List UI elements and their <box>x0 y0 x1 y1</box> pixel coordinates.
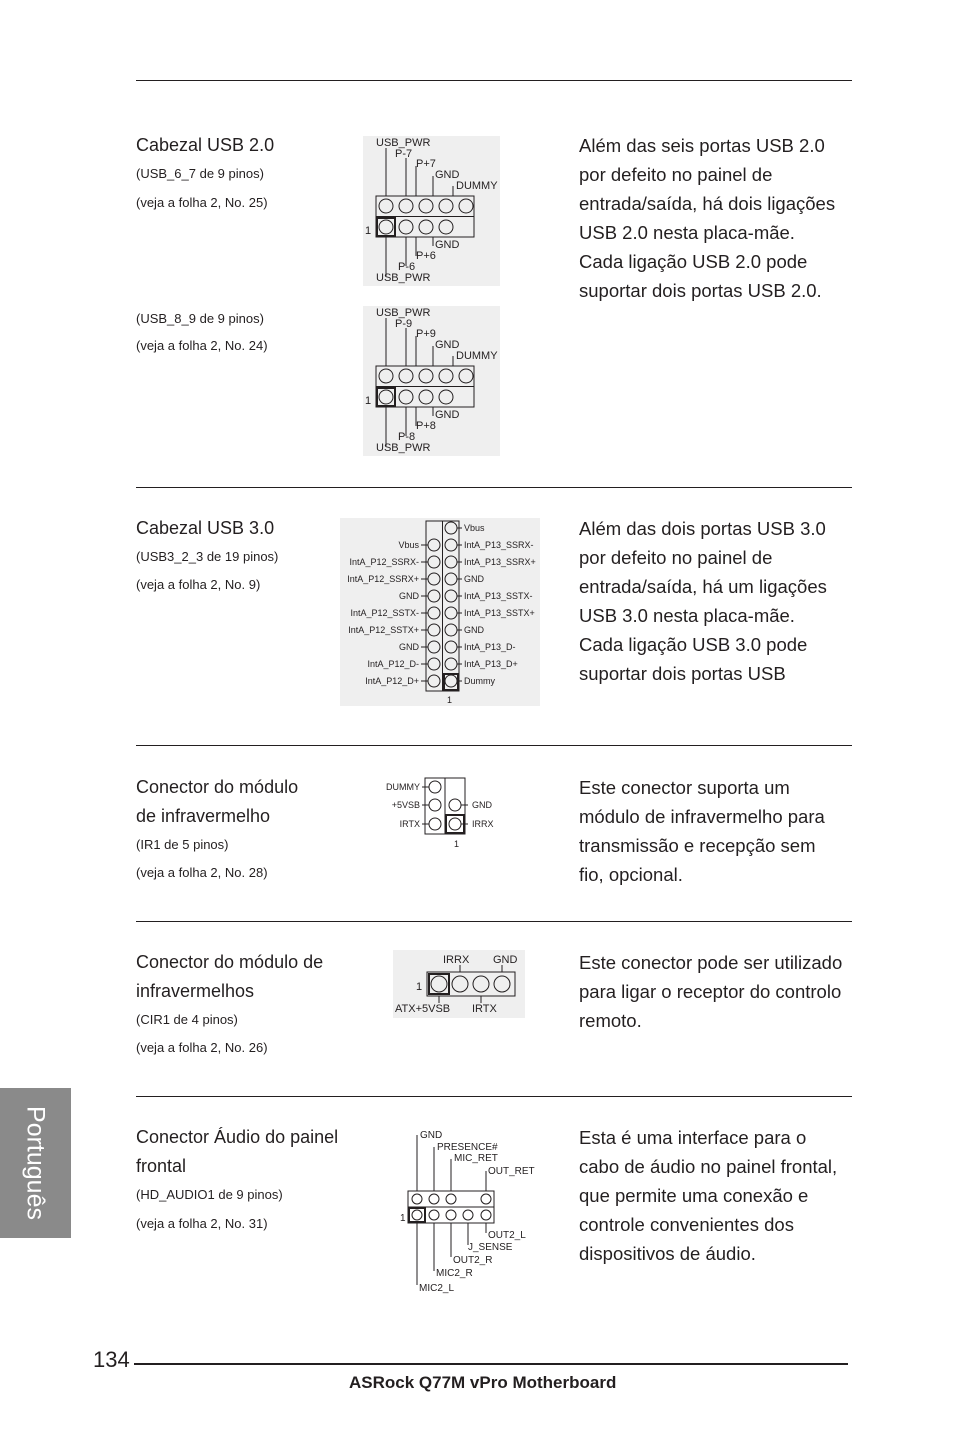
audio-pin1: 1 <box>400 1213 406 1224</box>
ir-title-line: Conector do módulo <box>136 777 299 797</box>
usb3-left-2: IntA_P12_SSRX+ <box>347 574 419 584</box>
desc-line: Cada ligação USB 3.0 pode <box>579 634 808 655</box>
desc-line: cabo de áudio no painel frontal, <box>579 1156 838 1177</box>
desc-line: Cada ligação USB 2.0 pode <box>579 251 808 272</box>
desc-line: suportar dois portas USB <box>579 663 786 684</box>
desc-line: Esta é uma interface para o <box>579 1127 807 1148</box>
usb3-left-8: IntA_P12_D+ <box>365 676 419 686</box>
usb89-label-bottom-3: USB_PWR <box>376 442 431 454</box>
cir-description <box>579 948 864 1035</box>
audio-bottom-2: OUT2_R <box>453 1255 493 1266</box>
usb67-label-bottom-0: GND <box>435 239 460 251</box>
usb67-label-top-4: DUMMY <box>456 180 498 192</box>
desc-line: por defeito no painel de <box>579 164 773 185</box>
usb3-description <box>579 514 864 688</box>
usb67-label-bottom-3: USB_PWR <box>376 272 431 284</box>
footer-rule <box>134 1363 848 1365</box>
language-tab <box>0 1088 71 1238</box>
audio-title-line: Conector Áudio do painel <box>136 1127 339 1147</box>
desc-line: módulo de infravermelho para <box>579 806 825 827</box>
desc-line: por defeito no painel de <box>579 547 773 568</box>
usb67-label-top-1: P-7 <box>395 148 413 160</box>
usb3-pins: (USB3_2_3 de 19 pinos) <box>136 549 279 564</box>
usb2-description <box>579 131 864 305</box>
cir-bottom-0: ATX+5VSB <box>395 1003 451 1015</box>
section-divider <box>136 921 852 922</box>
audio-bottom-4: MIC2_L <box>419 1283 455 1294</box>
desc-line: que permite uma conexão e <box>579 1185 809 1206</box>
ir-title-line: de infravermelho <box>136 806 271 826</box>
usb3-right-3: GND <box>464 574 484 584</box>
cir-pins: (CIR1 de 4 pinos) <box>136 1012 238 1027</box>
usb67-pins: (USB_6_7 de 9 pinos) <box>136 166 264 181</box>
ir-description <box>579 773 864 889</box>
usb67-label-bottom-2: P-6 <box>398 261 416 273</box>
usb89-label-bottom-2: P-8 <box>398 431 416 443</box>
audio-bottom-0: OUT2_L <box>488 1230 526 1241</box>
cir-bottom-1: IRTX <box>472 1003 497 1015</box>
ir-left-0: DUMMY <box>386 782 420 792</box>
ir-right-0: GND <box>472 800 492 810</box>
usb3-ref: (veja a folha 2, No. 9) <box>136 577 261 592</box>
audio-bottom-3: MIC2_R <box>436 1268 473 1279</box>
desc-line: transmissão e recepção sem <box>579 835 816 856</box>
usb67-ref: (veja a folha 2, No. 25) <box>136 195 268 210</box>
usb3-title: Cabezal USB 3.0 <box>136 518 275 538</box>
audio-top-0: GND <box>420 1130 443 1141</box>
desc-line: Este conector pode ser utilizado <box>579 952 843 973</box>
usb3-right-1: IntA_P13_SSRX- <box>464 540 534 550</box>
top-rule <box>136 80 852 81</box>
ir-ref: (veja a folha 2, No. 28) <box>136 865 268 880</box>
cir-title-line: infravermelhos <box>136 981 255 1001</box>
usb89-pins: (USB_8_9 de 9 pinos) <box>136 311 264 326</box>
usb89-ref: (veja a folha 2, No. 24) <box>136 338 268 353</box>
usb3-left-6: GND <box>399 642 419 652</box>
cir-title <box>136 948 323 1006</box>
usb3-left-4: IntA_P12_SSTX- <box>350 608 419 618</box>
desc-line: entrada/saída, há um ligações <box>579 576 827 597</box>
usb3-right-8: IntA_P13_D+ <box>464 659 518 669</box>
desc-line: remoto. <box>579 1010 642 1031</box>
usb3-pin1: 1 <box>447 695 453 705</box>
usb3-left-0: Vbus <box>398 540 419 550</box>
usb89-label-top-2: P+9 <box>416 328 436 340</box>
usb3-right-9: Dummy <box>464 676 495 686</box>
cir-title-line: Conector do módulo de <box>136 952 324 972</box>
usb3-right-5: IntA_P13_SSTX+ <box>464 608 535 618</box>
section-divider <box>136 487 852 488</box>
desc-line: Além das seis portas USB 2.0 <box>579 135 825 156</box>
section-divider <box>136 745 852 746</box>
usb3-left-1: IntA_P12_SSRX- <box>349 557 419 567</box>
usb89-label-top-3: GND <box>435 339 460 351</box>
desc-line: USB 2.0 nesta placa-mãe. <box>579 222 795 243</box>
cir-top-1: GND <box>493 954 518 966</box>
usb3-left-3: GND <box>399 591 419 601</box>
language-tab-label: Português <box>21 1106 50 1220</box>
ir-title <box>136 773 298 831</box>
usb3-pin-diagram <box>340 518 540 706</box>
desc-line: para ligar o receptor do controlo <box>579 981 842 1002</box>
audio-title <box>136 1123 338 1181</box>
audio-ref: (veja a folha 2, No. 31) <box>136 1216 268 1231</box>
usb3-right-6: GND <box>464 625 484 635</box>
usb89-label-top-1: P-9 <box>395 318 413 330</box>
audio-title-line: frontal <box>136 1156 187 1176</box>
page-number: 134 <box>93 1347 130 1372</box>
usb89-pin1: 1 <box>365 395 372 407</box>
ir-pin-diagram <box>372 775 512 855</box>
usb67-label-top-0: USB_PWR <box>376 137 431 149</box>
ir-left-2: IRTX <box>399 819 420 829</box>
usb3-right-7: IntA_P13_D- <box>464 642 516 652</box>
usb67-label-bottom-1: P+6 <box>416 250 436 262</box>
cir-ref: (veja a folha 2, No. 26) <box>136 1040 268 1055</box>
usb89-pin-diagram <box>363 306 500 456</box>
ir-left-1: +5VSB <box>391 800 420 810</box>
usb67-pin1: 1 <box>365 225 372 237</box>
usb3-left-7: IntA_P12_D- <box>367 659 419 669</box>
desc-line: controle convenientes dos <box>579 1214 794 1235</box>
audio-top-3: OUT_RET <box>488 1166 535 1177</box>
usb3-right-0: Vbus <box>464 523 485 533</box>
footer-title: ASRock Q77M vPro Motherboard <box>349 1373 617 1392</box>
desc-line: dispositivos de áudio. <box>579 1243 756 1264</box>
ir-right-1: IRRX <box>472 819 494 829</box>
desc-line: Além das dois portas USB 3.0 <box>579 518 826 539</box>
audio-top-2: MIC_RET <box>454 1153 498 1164</box>
usb67-label-top-3: GND <box>435 169 460 181</box>
audio-bottom-1: J_SENSE <box>468 1242 513 1253</box>
desc-line: Este conector suporta um <box>579 777 790 798</box>
usb67-label-top-2: P+7 <box>416 158 436 170</box>
usb2-title: Cabezal USB 2.0 <box>136 135 275 155</box>
usb3-left-5: IntA_P12_SSTX+ <box>348 625 419 635</box>
audio-description <box>579 1123 864 1268</box>
desc-line: fio, opcional. <box>579 864 683 885</box>
audio-top-1: PRESENCE# <box>437 1142 498 1153</box>
cir-pin1: 1 <box>416 981 423 993</box>
usb3-right-4: IntA_P13_SSTX- <box>464 591 533 601</box>
desc-line: entrada/saída, há dois ligações <box>579 193 836 214</box>
usb67-pin-diagram <box>363 136 500 286</box>
ir-pin1: 1 <box>454 839 460 849</box>
cir-top-0: IRRX <box>443 954 470 966</box>
ir-pins: (IR1 de 5 pinos) <box>136 837 229 852</box>
usb89-label-bottom-0: GND <box>435 409 460 421</box>
cir-pin-diagram <box>393 950 525 1018</box>
usb89-label-bottom-1: P+8 <box>416 420 436 432</box>
section-divider <box>136 1096 852 1097</box>
audio-pin-diagram <box>398 1125 548 1297</box>
usb3-right-2: IntA_P13_SSRX+ <box>464 557 536 567</box>
usb89-label-top-4: DUMMY <box>456 350 498 362</box>
desc-line: suportar dois portas USB 2.0. <box>579 280 822 301</box>
audio-pins: (HD_AUDIO1 de 9 pinos) <box>136 1187 283 1202</box>
usb89-label-top-0: USB_PWR <box>376 307 431 319</box>
desc-line: USB 3.0 nesta placa-mãe. <box>579 605 795 626</box>
